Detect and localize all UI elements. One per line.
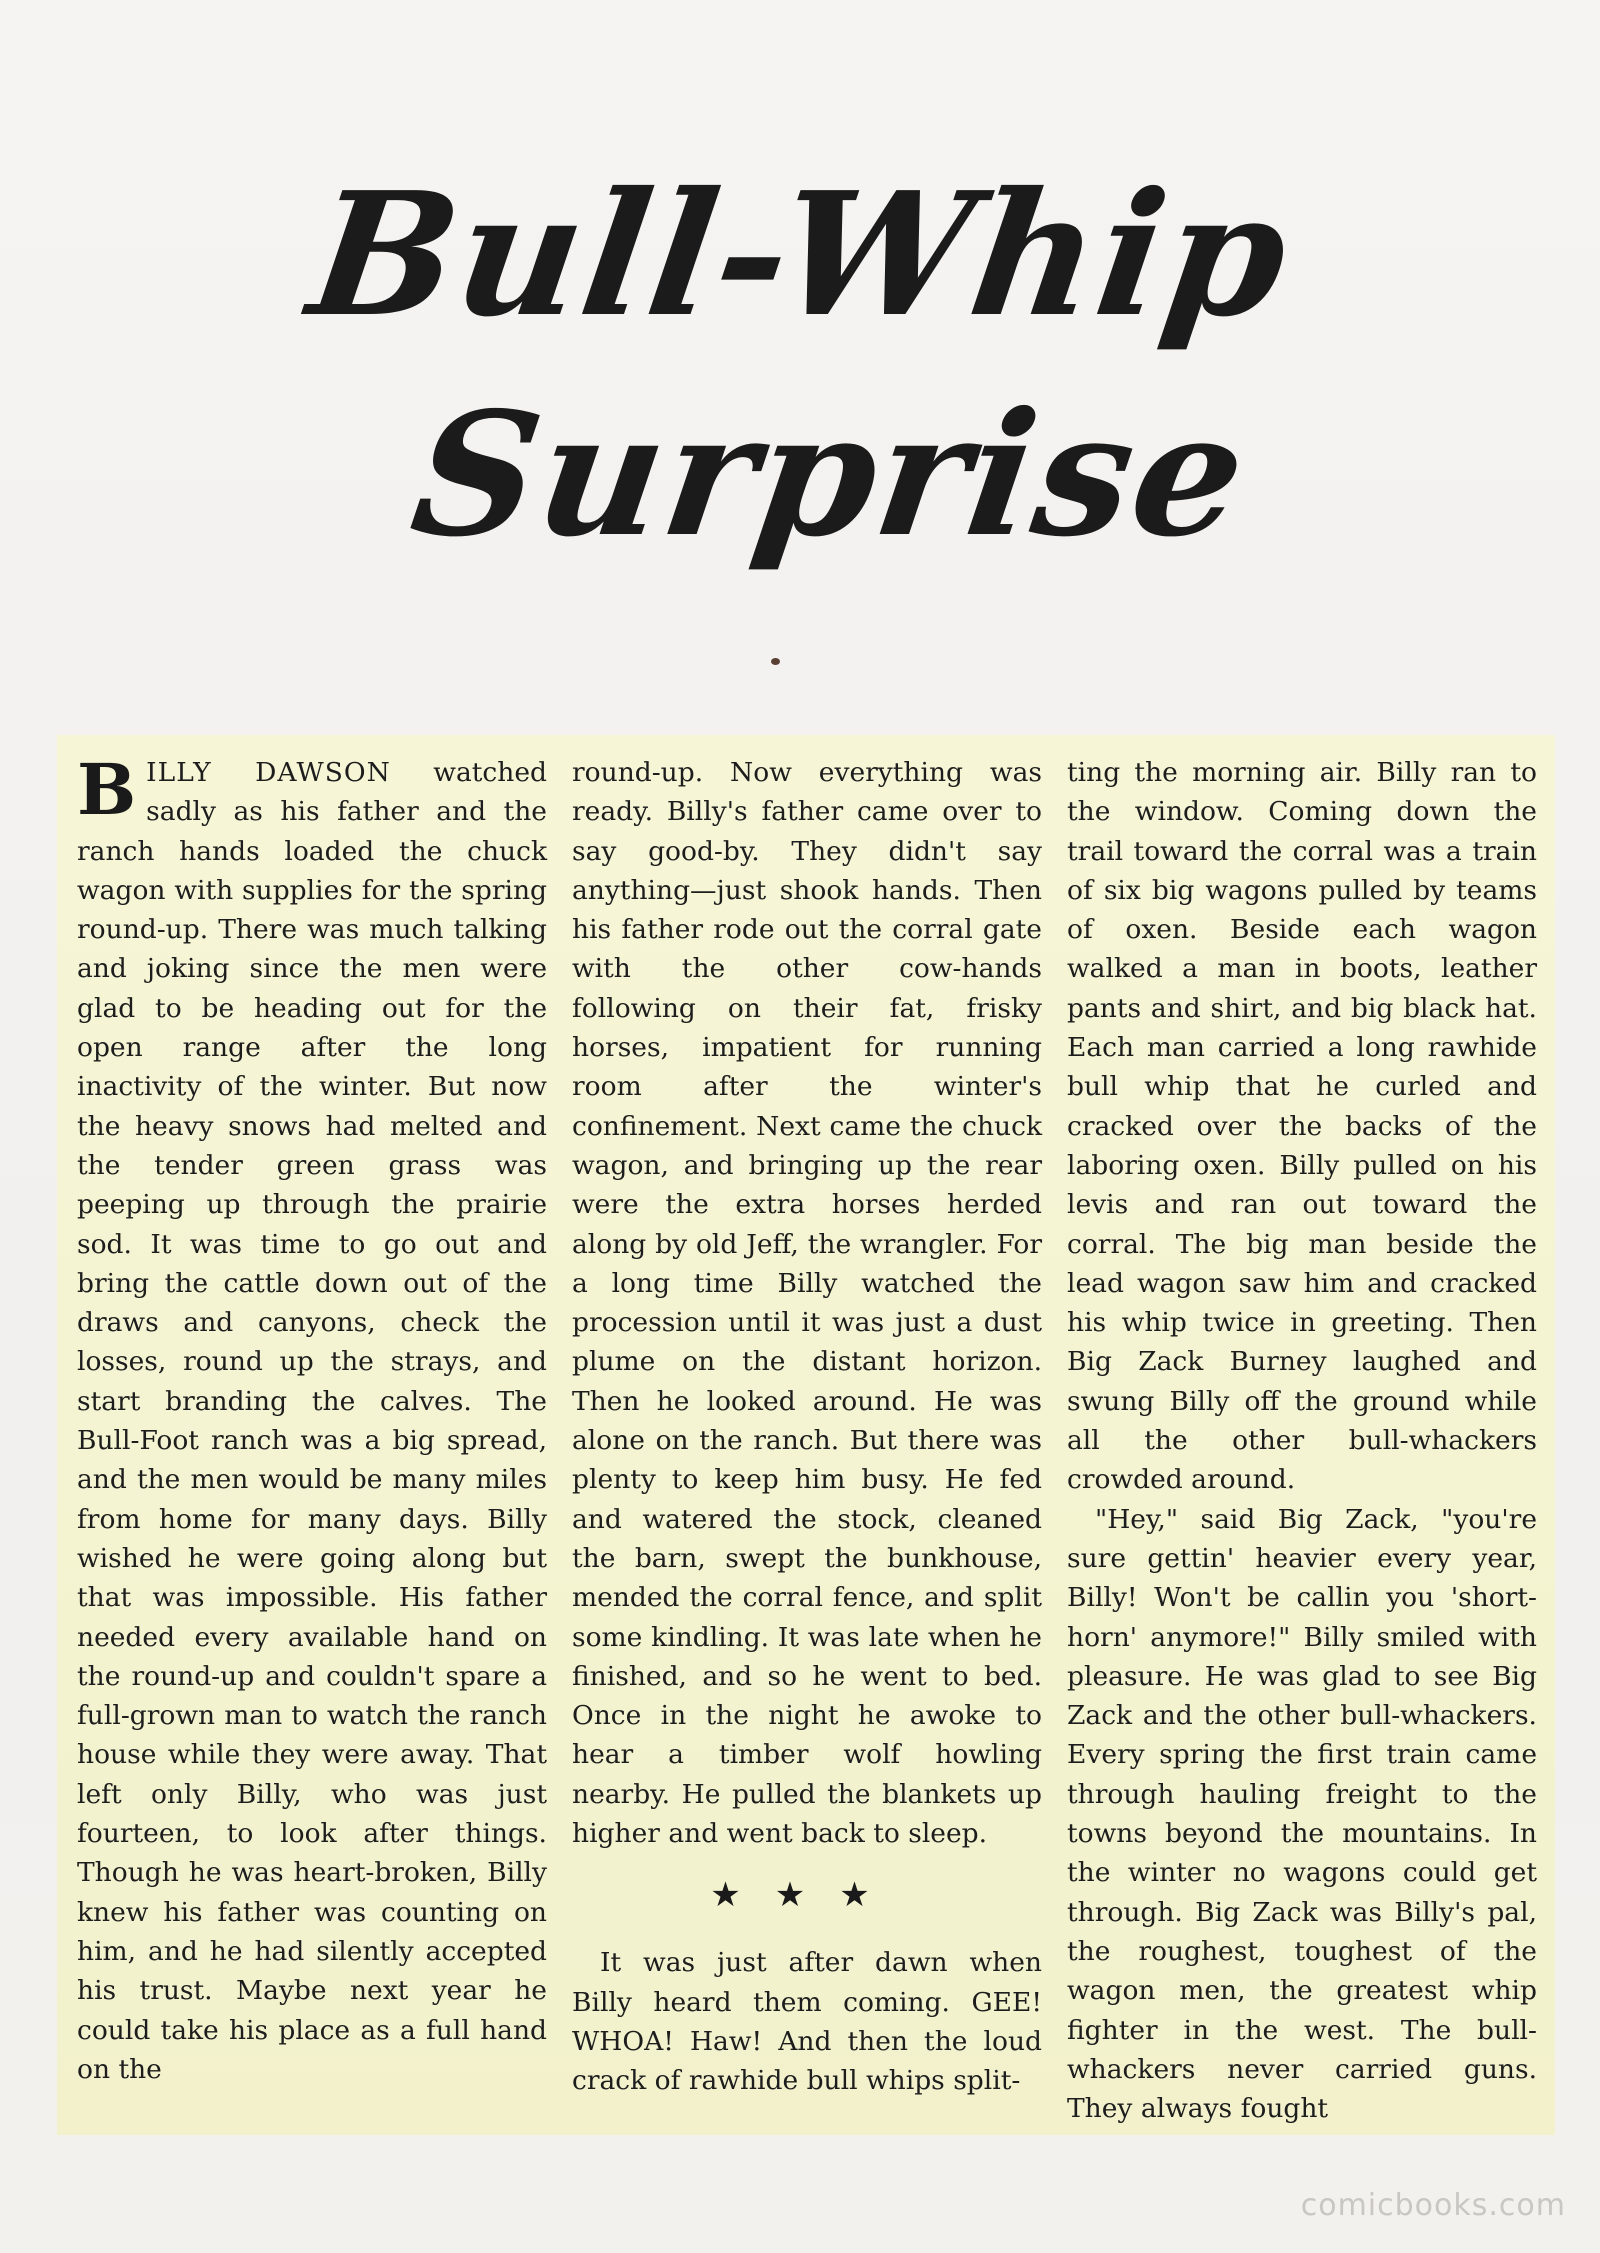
story-text-panel (57, 735, 1555, 2135)
title-line-1: Bull-Whip (299, 155, 1301, 355)
story-paragraph-2: round-up. Now everything was ready. Billy's father came over to say good-by. They didn't say anything—just shook hands. Then his father rode out the corral gate with the other cow-hands following on their fat, frisky horses, impatient for running room after the winter's confinement. Next came the chuck wagon, and bringing up the rear were the extra horses herded along by old Jeff, the wrangler. For a long time Billy watched the procession until it was just a dust plume on the distant horizon. Then he looked around. He was alone on the ranch. But there was plenty to keep him busy. He fed and watered the stock, cleaned the barn, swept the bunkhouse, mended the corral fence, and split some kindling. It was late when he finished, and so he went to bed. Once in the night he awoke to hear a timber wolf howling nearby. He pulled the blankets up higher and went back to sleep. (572, 757, 1042, 1850)
text-column-3 (1067, 753, 1537, 2128)
story-paragraph-3: It was just after dawn when Billy heard them coming. GEE! WHOA! Haw! And then the loud crack of rawhide bull whips split- (572, 1947, 1042, 2097)
story-title (300, 150, 1300, 620)
story-paragraph-5: "Hey," said Big Zack, "you're sure gettin' heavier every year, Billy! Won't be callin you 'short-horn' anymore!" Billy smiled with pleasure. He was glad to see Big Zack and the other bull-whackers. Every spring the first train came through hauling freight to the towns beyond the mountains. In the winter no wagons could get through. Big Zack was Billy's pal, the roughest, toughest of the wagon men, the greatest whip fighter in the west. The bull-whackers never carried guns. They always fought (1067, 1503, 1537, 2125)
title-line-2: Surprise (401, 375, 1259, 575)
paragraph-text: watched sadly as his father and the ranch hands loaded the chuck wagon with supplies for the spring round-up. There was much talking and joking since the men were glad to be heading out for the open range after the long inactivity of the winter. But now the heavy snows had melted and the tender green grass was peeping up through the prairie sod. It was time to go out and bring the cattle down out of the draws and canyons, check the losses, round up the strays, and start branding the calves. The Bull-Foot ranch was a big spread, and the men would be many miles from home for many days. Billy wished he were going along but that was impossible. His father needed every available hand on the round-up and couldn't spare a full-grown man to watch the ranch house while they were away. That left only Billy, who was just fourteen, to look after things. Though he was heart-broken, Billy knew his father was counting on him, and he had silently accepted his trust. Maybe next year he could take his place as a full hand on the (77, 757, 547, 2085)
site-watermark: comicbooks.com (1300, 2188, 1566, 2223)
story-paragraph-4: ting the morning air. Billy ran to the window. Coming down the trail toward the corral was a train of six big wagons pulled by teams of oxen. Beside each wagon walked a man in boots, leather pants and shirt, and big black hat. Each man carried a long rawhide bull whip that he curled and cracked over the backs of the laboring oxen. Billy pulled on his levis and ran out toward the corral. The big man beside the lead wagon saw him and cracked his whip twice in greeting. Then Big Zack Burney laughed and swung Billy off the ground while all the other bull-whackers crowded around. (1067, 757, 1537, 1496)
ink-speck (771, 658, 780, 665)
story-paragraph-1 (77, 748, 547, 2089)
text-column-2 (572, 753, 1042, 2101)
section-break-stars: ★★★ (710, 1875, 904, 1916)
drop-cap: B (77, 748, 137, 831)
text-column-1 (77, 748, 547, 2089)
lead-in-name: ILLY DAWSON (146, 757, 391, 788)
